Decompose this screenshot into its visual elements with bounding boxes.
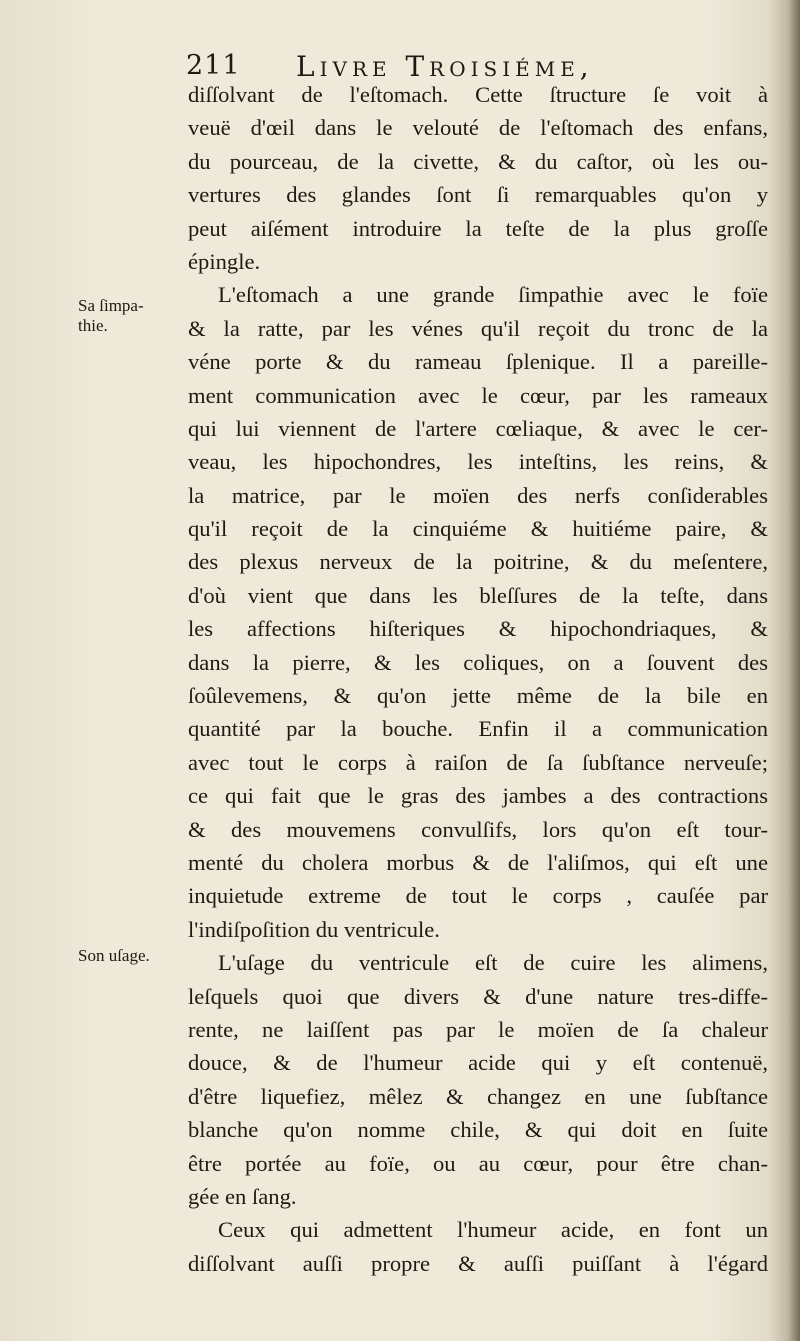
text-line: inquietude extreme de tout le corps , cauſée par [188, 883, 768, 909]
text-line: Ceux qui admettent l'humeur acide, en font un [218, 1217, 768, 1243]
text-line: dans la pierre, & les coliques, on a ſouvent des [188, 649, 768, 675]
text-line: menté du cholera morbus & de l'aliſmos, qui eſt une [188, 849, 768, 875]
margin-note-usage: Son uſage. [78, 946, 150, 965]
text-line: veuë d'œil dans le velouté de l'eſtomach des enfans, [188, 115, 768, 141]
text-line: des plexus nerveux de la poitrine, & du meſentere, [188, 549, 768, 575]
text-line: ſoûlevemens, & qu'on jette même de la bile en [188, 683, 768, 709]
body-text [188, 78, 768, 1280]
text-line: & des mouvemens convulſifs, lors qu'on eſt tour- [188, 816, 768, 842]
text-line: blanche qu'on nomme chile, & qui doit en ſuite [188, 1117, 768, 1143]
text-line: ce qui fait que le gras des jambes a des contractions [188, 783, 768, 809]
text-line: véne porte & du rameau ſplenique. Il a pareille- [188, 349, 768, 375]
margin-note-sympathy: Sa ſimpa- thie. [78, 296, 144, 335]
text-line: veau, les hipochondres, les inteſtins, les reins, & [188, 449, 768, 475]
text-line: diſſolvant de l'eſtomach. Cette ſtructure ſe voit à [188, 82, 768, 107]
text-line: leſquels quoi que divers & d'une nature tres-diffe- [188, 983, 768, 1009]
text-line: L'uſage du ventricule eſt de cuire les alimens, [218, 950, 768, 976]
text-line: peut aiſément introduire la teſte de la plus groſſe [188, 215, 768, 241]
text-line: ment communication avec le cœur, par les rameaux [188, 382, 768, 408]
text-line: rente, ne laiſſent pas par le moïen de ſa chaleur [188, 1016, 768, 1042]
text-line: & la ratte, par les vénes qu'il reçoit du tronc de la [188, 315, 768, 341]
text-line: l'indiſpoſition du ventricule. [188, 916, 440, 942]
text-line: diſſolvant auſſi propre & auſſi puiſſant à l'égard [188, 1250, 768, 1276]
page-number: 211 [186, 50, 241, 81]
text-line: les affections hiſteriques & hipochondriaques, & [188, 616, 768, 642]
text-line: du pourceau, de la civette, & du caſtor, où les ou- [188, 148, 768, 174]
text-line: épingle. [188, 248, 261, 274]
text-line: L'eſtomach a une grande ſimpathie avec le foïe [218, 282, 768, 308]
text-line: gée en ſang. [188, 1183, 297, 1209]
running-title: Livre Troisiéme, [296, 50, 594, 83]
text-line: la matrice, par le moïen des nerfs conſiderables [188, 482, 768, 508]
text-line: d'être liquefiez, mêlez & changez en une ſubſtance [188, 1083, 768, 1109]
text-line: qui lui viennent de l'artere cœliaque, & avec le cer- [188, 415, 768, 441]
page-gutter-shadow [770, 0, 800, 1341]
text-line: vertures des glandes ſont ſi remarquables qu'on y [188, 182, 768, 208]
text-line: quantité par la bouche. Enfin il a communication [188, 716, 768, 742]
text-line: d'où vient que dans les bleſſures de la teſte, dans [188, 582, 768, 608]
text-line: avec tout le corps à raiſon de ſa ſubſtance nerveuſe; [188, 749, 768, 775]
text-line: douce, & de l'humeur acide qui y eſt contenuë, [188, 1050, 768, 1076]
text-line: être portée au foïe, ou au cœur, pour être chan- [188, 1150, 768, 1176]
text-line: qu'il reçoit de la cinquiéme & huitiéme paire, & [188, 516, 768, 542]
